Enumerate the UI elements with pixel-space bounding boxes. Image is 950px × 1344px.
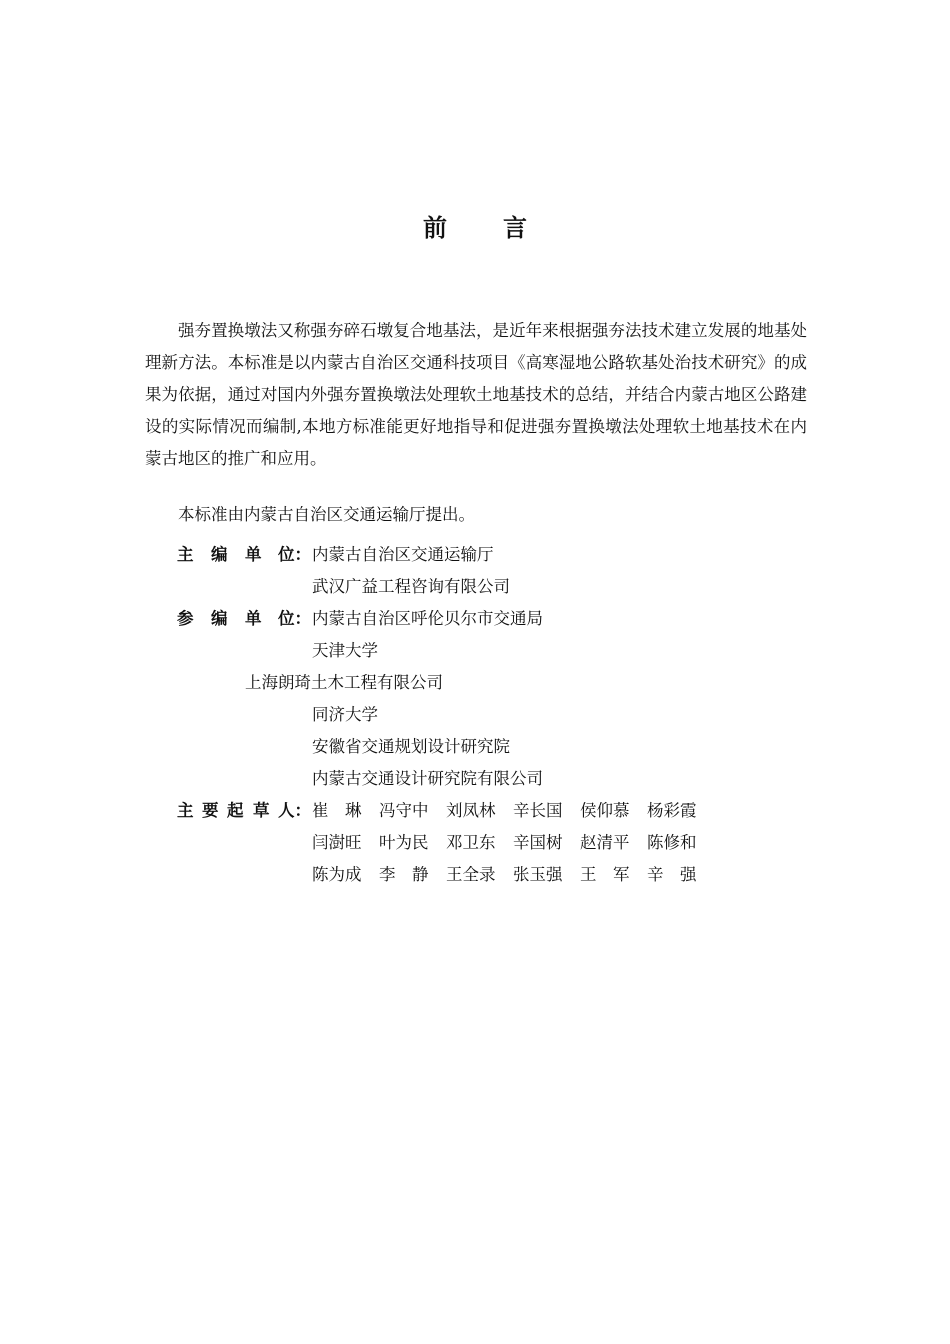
drafter-name: 刘凤林 — [446, 801, 496, 820]
title-char-1: 前 — [423, 214, 447, 242]
preface-paragraph-2: 本标准由内蒙古自治区交通运输厅提出。 — [178, 505, 475, 524]
participating-unit: 内蒙古自治区呼伦贝尔市交通局 — [312, 609, 543, 628]
drafter-name: 辛 强 — [647, 865, 697, 884]
participating-unit: 上海朗琦土木工程有限公司 — [245, 673, 443, 692]
participating-unit: 安徽省交通规划设计研究院 — [312, 737, 510, 756]
drafter-name: 冯守中 — [379, 801, 429, 820]
drafter-name: 闫澍旺 — [312, 833, 362, 852]
drafter-name: 李 静 — [379, 865, 429, 884]
drafter-name: 邓卫东 — [446, 833, 496, 852]
page-title — [0, 208, 950, 243]
drafter-name: 陈修和 — [647, 833, 697, 852]
drafter-name: 张玉强 — [513, 865, 563, 884]
drafter-name: 叶为民 — [379, 833, 429, 852]
drafter-name: 赵清平 — [580, 833, 630, 852]
drafter-name: 辛长国 — [513, 801, 563, 820]
drafter-name: 杨彩霞 — [647, 801, 697, 820]
drafter-name: 崔 琳 — [312, 801, 362, 820]
participating-unit: 内蒙古交通设计研究院有限公司 — [312, 769, 543, 788]
chief-editor-unit: 武汉广益工程咨询有限公司 — [312, 577, 510, 596]
document-page: 前 言 强夯置换墩法又称强夯碎石墩复合地基法，是近年来根据强夯法技术建立发展的地基处理新方法。本标准是以内蒙古自治区交通科技项目《高寒湿地公路软基处治技术研究》的成果为依据，通过对国内外强夯置换墩法处理软土地基技术的总结，并结合内蒙古地区公路建设的实际情况而编制,本地方标准能更好地指导和促进强夯置换墩法处理软土地基技术在内蒙古地区的推广和应用。 本标准由内蒙古自治区交通运输厅提出。 主 编 单 位： 内蒙古自治区交通运输厅 武汉广益工程咨询有限公司 参 编 单 位： 内蒙古自治区呼伦贝尔市交通局 天津大学 上海朗琦土木工程有限公司 同济大学 安徽省交通规划设计研究院 内蒙古交通设计研究院有限公司 主 要 起 草 人： 崔 琳 冯守中 刘凤林 辛长国 侯仰慕 杨彩霞 闫澍旺 叶为民 邓卫东 辛国树 赵清平 陈修和 陈为成 李 静 王全录 张玉强 王 军 辛 强 — [0, 0, 950, 1344]
drafter-name: 侯仰慕 — [580, 801, 630, 820]
title-char-2: 言 — [503, 214, 527, 242]
drafter-name: 陈为成 — [312, 865, 362, 884]
participating-unit: 同济大学 — [312, 705, 378, 724]
chief-editor-unit: 内蒙古自治区交通运输厅 — [312, 545, 494, 564]
drafter-name: 王全录 — [446, 865, 496, 884]
preface-paragraph-1: 强夯置换墩法又称强夯碎石墩复合地基法，是近年来根据强夯法技术建立发展的地基处理新方法。本标准是以内蒙古自治区交通科技项目《高寒湿地公路软基处治技术研究》的成果为依据，通过对国内外强夯置换墩法处理软土地基技术的总结，并结合内蒙古地区公路建设的实际情况而编制,本地方标准能更好地指导和促进强夯置换墩法处理软土地基技术在内蒙古地区的推广和应用。 — [145, 321, 807, 468]
drafter-name: 辛国树 — [513, 833, 563, 852]
participating-unit: 天津大学 — [312, 641, 378, 660]
drafter-name: 王 军 — [580, 865, 630, 884]
